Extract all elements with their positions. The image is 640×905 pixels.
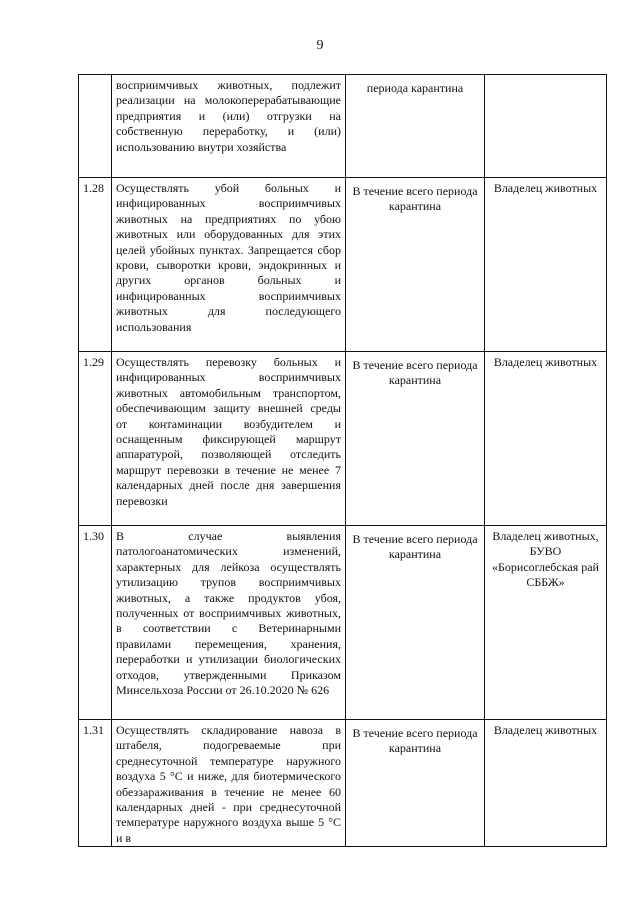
responsible-cell: Владелец животных <box>485 178 607 352</box>
table-row <box>79 352 607 526</box>
measure-text-content: В случае выявления патологоанатомических изменений, характерных для лейкоза осуществлять утилизацию трупов восприимчивых животных, а также продуктов убоя, полученных от восприимчивых животных, в соответствии с Ветеринарными правилами перемещения, хранения, переработки и утилизации биологических отходов, утвержденными Приказом Минсельхоза России от 26.10.2020 № 626 <box>116 529 341 698</box>
period-cell <box>346 526 485 720</box>
responsible-cell: Владелец животных <box>485 720 607 847</box>
period-text: В течение всего периода карантина <box>352 358 478 388</box>
period-text: периода карантина <box>366 81 464 95</box>
page-number: 9 <box>316 38 324 53</box>
table-row <box>79 526 607 720</box>
measure-text <box>112 526 346 720</box>
measure-text-content: Осуществлять убой больных и инфицированных восприимчивых животных на предприятиях по убою животных или оборудованных для этих целей убойных пунктах. Запрещается сбор крови, сыворотки крови, эндокринных и других органов больных и инфицированных восприимчивых животных для последующего использования <box>116 181 341 334</box>
period-text: В течение всего периода карантина <box>352 726 478 756</box>
measure-text <box>112 720 346 847</box>
period-cell <box>346 720 485 847</box>
responsible-cell <box>485 75 607 178</box>
period-text: В течение всего периода карантина <box>352 184 478 214</box>
responsible-cell: Владелец животных <box>485 352 607 526</box>
measure-text-content: восприимчивых животных, подлежит реализации на молокоперерабатывающие предприятия и (или) отгрузки на собственную переработку, и (или) использованию внутри хозяйства <box>116 78 341 154</box>
period-cell <box>346 352 485 526</box>
measure-text <box>112 352 346 526</box>
measure-text-content: Осуществлять перевозку больных и инфицированных восприимчивых животных автомобильным транспортом, обеспечивающим защиту внешней среды от контаминации возбудителем и оснащенным фиксирующей маршрут аппаратурой, позволяющей отследить маршрут перевозки в течение не менее 7 календарных дней после дня завершения перевозки <box>116 355 341 508</box>
table-row <box>79 178 607 352</box>
responsible-cell: Владелец животных, БУВО «Борисоглебская рай СББЖ» <box>485 526 607 720</box>
row-number: 1.28 <box>79 178 112 352</box>
measure-text-content: Осуществлять складирование навоза в штабеля, подогреваемые при среднесуточной температуре наружного воздуха 5 °С и ниже, для биотермического обеззараживания в течение не менее 60 календарных дней - при среднесуточной температуре наружного воздуха выше 5 °С и в <box>116 723 341 845</box>
row-number: 1.31 <box>79 720 112 847</box>
period-cell <box>346 178 485 352</box>
period-cell <box>346 75 485 178</box>
measures-table <box>78 74 607 847</box>
row-number: 1.30 <box>79 526 112 720</box>
table-row <box>79 75 607 178</box>
row-number: 1.29 <box>79 352 112 526</box>
measure-text <box>112 178 346 352</box>
period-text: В течение всего периода карантина <box>352 532 478 562</box>
table-row <box>79 720 607 847</box>
measure-text <box>112 75 346 178</box>
row-number <box>79 75 112 178</box>
